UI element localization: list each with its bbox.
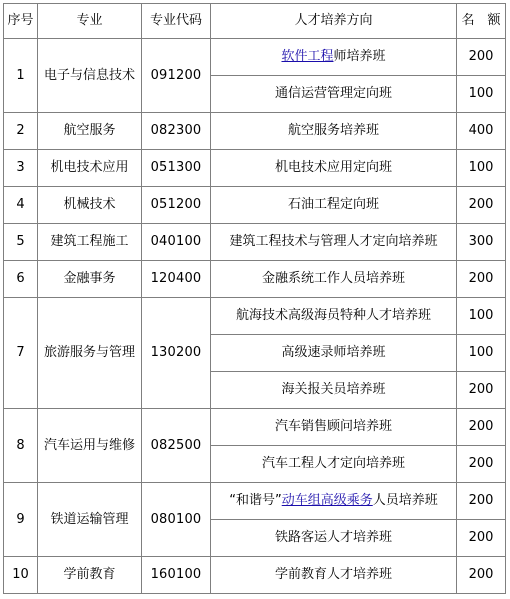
row-quota: 100 <box>457 335 506 372</box>
row-direction <box>211 261 457 298</box>
header-code: 专业代码 <box>142 4 211 39</box>
row-direction <box>211 76 457 113</box>
row-major: 汽车运用与维修 <box>38 409 142 483</box>
row-quota: 200 <box>457 261 506 298</box>
row-code: 082500 <box>142 409 211 483</box>
direction-text: 人员培养班 <box>372 493 438 508</box>
direction-text: 师培养班 <box>333 49 386 64</box>
row-quota: 200 <box>457 409 506 446</box>
direction-text: 高级速录师培养班 <box>281 345 386 360</box>
row-seq: 2 <box>4 113 38 150</box>
row-code: 130200 <box>142 298 211 409</box>
row-major: 电子与信息技术 <box>38 39 142 113</box>
row-direction <box>211 187 457 224</box>
row-seq: 10 <box>4 557 38 594</box>
row-seq: 1 <box>4 39 38 113</box>
header-seq: 序号 <box>4 4 38 39</box>
table-header-row <box>4 4 506 39</box>
table-row <box>4 39 506 76</box>
row-quota: 200 <box>457 557 506 594</box>
row-direction <box>211 557 457 594</box>
row-major: 建筑工程施工 <box>38 224 142 261</box>
row-direction <box>211 224 457 261</box>
row-direction <box>211 150 457 187</box>
direction-text: 学前教育人才培养班 <box>274 567 392 582</box>
table-row <box>4 409 506 446</box>
row-major: 旅游服务与管理 <box>38 298 142 409</box>
row-seq: 3 <box>4 150 38 187</box>
row-direction <box>211 446 457 483</box>
table-row <box>4 261 506 298</box>
row-quota: 100 <box>457 298 506 335</box>
direction-text: 通信运营管理定向班 <box>274 86 392 101</box>
row-seq: 4 <box>4 187 38 224</box>
row-quota: 200 <box>457 187 506 224</box>
header-quota: 名 额 <box>457 4 506 39</box>
direction-text: 铁路客运人才培养班 <box>274 530 392 545</box>
row-major: 学前教育 <box>38 557 142 594</box>
direction-text: 建筑工程技术与管理人才定向培养班 <box>229 234 438 249</box>
direction-text: 汽车销售顾问培养班 <box>274 419 392 434</box>
direction-text: 机电技术应用定向班 <box>274 160 392 175</box>
row-direction <box>211 483 457 520</box>
table-row <box>4 150 506 187</box>
row-direction <box>211 298 457 335</box>
row-seq: 7 <box>4 298 38 409</box>
row-quota: 100 <box>457 150 506 187</box>
row-major: 铁道运输管理 <box>38 483 142 557</box>
direction-text: 汽车工程人才定向培养班 <box>261 456 405 471</box>
table-body <box>4 39 506 594</box>
header-direction: 人才培养方向 <box>211 4 457 39</box>
row-seq: 8 <box>4 409 38 483</box>
direction-text: 石油工程定向班 <box>287 197 379 212</box>
direction-text: 航空服务培养班 <box>287 123 379 138</box>
row-major: 机电技术应用 <box>38 150 142 187</box>
row-code: 091200 <box>142 39 211 113</box>
row-code: 160100 <box>142 557 211 594</box>
row-seq: 6 <box>4 261 38 298</box>
direction-prefix: “和谐号” <box>229 493 282 508</box>
row-major: 机械技术 <box>38 187 142 224</box>
header-major: 专业 <box>38 4 142 39</box>
direction-text: 航海技术高级海员特种人才培养班 <box>235 308 431 323</box>
row-quota: 200 <box>457 483 506 520</box>
table-row <box>4 113 506 150</box>
row-seq: 9 <box>4 483 38 557</box>
row-code: 051300 <box>142 150 211 187</box>
direction-text: 海关报关员培养班 <box>281 382 386 397</box>
table-row <box>4 187 506 224</box>
row-quota: 200 <box>457 39 506 76</box>
row-quota: 300 <box>457 224 506 261</box>
table-row <box>4 298 506 335</box>
row-quota: 200 <box>457 446 506 483</box>
row-code: 080100 <box>142 483 211 557</box>
row-major: 航空服务 <box>38 113 142 150</box>
row-code: 082300 <box>142 113 211 150</box>
program-table <box>3 3 506 594</box>
row-code: 120400 <box>142 261 211 298</box>
row-quota: 200 <box>457 372 506 409</box>
direction-text: 金融系统工作人员培养班 <box>261 271 405 286</box>
table-row <box>4 557 506 594</box>
direction-link[interactable]: 动车组高级乘务 <box>281 493 373 508</box>
table-row <box>4 224 506 261</box>
row-direction <box>211 409 457 446</box>
row-direction <box>211 520 457 557</box>
row-quota: 200 <box>457 520 506 557</box>
row-code: 051200 <box>142 187 211 224</box>
row-seq: 5 <box>4 224 38 261</box>
row-major: 金融事务 <box>38 261 142 298</box>
row-quota: 100 <box>457 76 506 113</box>
row-direction <box>211 113 457 150</box>
direction-link[interactable]: 软件工程 <box>281 49 334 64</box>
row-direction <box>211 372 457 409</box>
table-row <box>4 483 506 520</box>
row-code: 040100 <box>142 224 211 261</box>
row-direction <box>211 335 457 372</box>
row-quota: 400 <box>457 113 506 150</box>
row-direction <box>211 39 457 76</box>
